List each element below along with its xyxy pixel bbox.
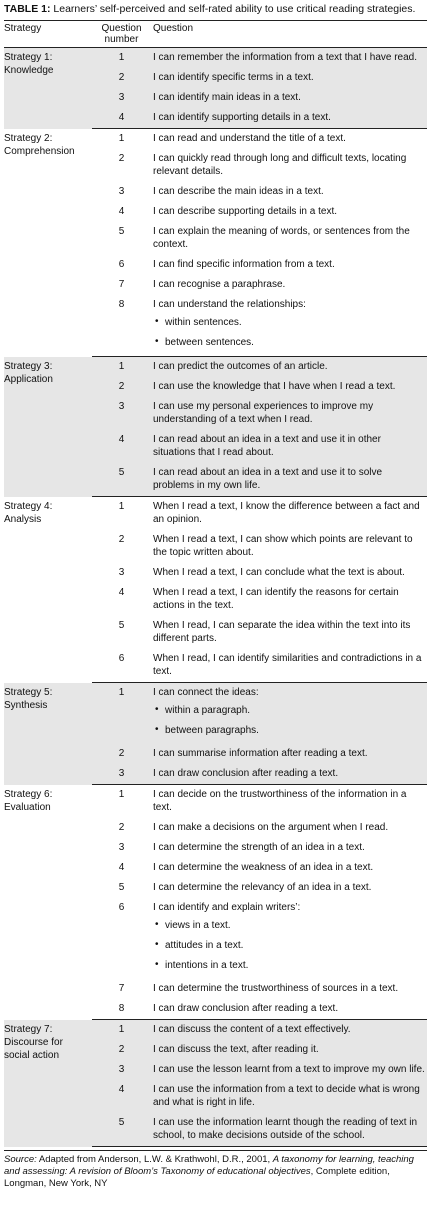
question-text: I can use the lesson learnt from a text to improve my own life.	[153, 1064, 425, 1075]
bullet-list	[153, 312, 425, 352]
question-number-cell: 3	[118, 842, 125, 853]
question-number-cell: 4	[92, 430, 153, 463]
question-number-cell: 2	[118, 153, 125, 164]
question-number-cell: 4	[92, 1080, 153, 1113]
strategy-cell: Strategy 4: Analysis	[4, 500, 53, 525]
strategy-cell: Strategy 7: Discourse for social action	[4, 1020, 92, 1147]
question-number-cell: 5	[118, 882, 125, 893]
question-cell	[153, 88, 427, 108]
question-cell	[153, 1020, 427, 1041]
question-cell	[153, 1113, 427, 1147]
question-number-cell: 2	[92, 377, 153, 397]
bullet-item: • between paragraphs.	[153, 720, 425, 740]
question-text: I can read and understand the title of a text.	[153, 133, 346, 144]
question-cell	[153, 563, 427, 583]
question-text: I can recognise a paraphrase.	[153, 279, 286, 290]
question-text: I can discuss the content of a text effectively.	[153, 1024, 351, 1035]
bullet-item: • attitudes in a text.	[153, 935, 425, 955]
question-text: I can read about an idea in a text and use it in other situations that I read about.	[153, 434, 381, 458]
question-number-cell: 7	[118, 279, 125, 290]
header-row	[4, 21, 427, 48]
question-number-cell: 2	[118, 822, 125, 833]
question-number-cell: 1	[92, 683, 153, 745]
header-question-number: Question number	[92, 21, 153, 48]
question-text: When I read, I can separate the idea within the text into its different parts.	[153, 620, 411, 644]
question-cell	[153, 785, 427, 819]
question-number-cell: 7	[118, 983, 125, 994]
question-number-cell: 6	[118, 259, 125, 270]
table-row	[4, 48, 427, 69]
question-number-cell: 8	[92, 999, 153, 1020]
bullet-item: • within sentences.	[153, 312, 425, 332]
question-cell	[153, 222, 427, 255]
strategy-cell: Strategy 3: Application	[4, 357, 92, 497]
question-cell	[153, 683, 427, 745]
table-row	[4, 683, 427, 745]
strategy-cell: Strategy 2: Comprehension	[4, 132, 75, 157]
question-text: I can use the knowledge that I have when I read a text.	[153, 381, 396, 392]
question-cell	[153, 202, 427, 222]
question-cell	[153, 129, 427, 150]
table-row	[4, 785, 427, 819]
question-text: I can determine the relevancy of an idea in a text.	[153, 882, 372, 893]
question-text: I can understand the relationships:	[153, 299, 306, 310]
question-text: I can predict the outcomes of an article.	[153, 361, 328, 372]
bullet-list	[153, 700, 425, 740]
question-cell	[153, 275, 427, 295]
question-number-cell: 1	[92, 357, 153, 378]
question-number-cell: 3	[118, 186, 125, 197]
question-text: I can draw conclusion after reading a text.	[153, 1003, 339, 1014]
question-cell	[153, 616, 427, 649]
question-text: I can determine the weakness of an idea in a text.	[153, 862, 374, 873]
source-post: , Complete edition, Longman, New York, NY	[4, 1166, 390, 1189]
question-number-cell: 1	[118, 789, 125, 800]
caption-text: Learners’ self-perceived and self-rated ability to use critical reading strategies.	[50, 3, 416, 15]
question-cell	[153, 377, 427, 397]
question-cell	[153, 397, 427, 430]
question-cell	[153, 530, 427, 563]
question-cell	[153, 48, 427, 69]
strategy-cell: Strategy 1: Knowledge	[4, 48, 92, 129]
question-cell	[153, 295, 427, 357]
question-cell	[153, 1040, 427, 1060]
question-number-cell: 6	[118, 902, 125, 913]
question-cell	[153, 898, 427, 979]
table-row	[4, 497, 427, 531]
question-cell	[153, 979, 427, 999]
question-cell	[153, 764, 427, 785]
question-number-cell: 3	[92, 1060, 153, 1080]
strategy-cell: Strategy 6: Evaluation	[4, 788, 53, 813]
question-number-cell: 5	[92, 1113, 153, 1147]
question-text: I can connect the ideas:	[153, 687, 259, 698]
question-cell	[153, 878, 427, 898]
question-text: I can read about an idea in a text and use it to solve problems in my own life.	[153, 467, 383, 491]
caption-label: TABLE 1:	[4, 3, 51, 15]
question-text: I can determine the trustworthiness of sources in a text.	[153, 983, 399, 994]
bullet-item: • views in a text.	[153, 915, 425, 935]
bullet-item: • intentions in a text.	[153, 955, 425, 975]
question-cell	[153, 430, 427, 463]
question-number-cell: 5	[92, 463, 153, 497]
question-text: I can identify and explain writers’:	[153, 902, 301, 913]
question-number-cell: 5	[118, 620, 125, 631]
question-number-cell: 3	[92, 88, 153, 108]
question-number-cell: 3	[92, 764, 153, 785]
question-number-cell: 1	[92, 48, 153, 69]
question-cell	[153, 1080, 427, 1113]
question-cell	[153, 68, 427, 88]
question-text: I can decide on the trustworthiness of the information in a text.	[153, 789, 407, 813]
source-label: Source:	[4, 1154, 37, 1165]
question-cell	[153, 818, 427, 838]
question-text: I can describe supporting details in a text.	[153, 206, 337, 217]
question-cell	[153, 583, 427, 616]
table-row	[4, 357, 427, 378]
question-text: I can identify main ideas in a text.	[153, 92, 301, 103]
table-body	[4, 48, 427, 1147]
question-text: I can remember the information from a text that I have read.	[153, 52, 418, 63]
header-question: Question	[153, 21, 427, 48]
table-caption	[4, 3, 427, 16]
question-cell	[153, 463, 427, 497]
question-cell	[153, 497, 427, 531]
question-cell	[153, 858, 427, 878]
strategy-cell: Strategy 5: Synthesis	[4, 683, 92, 785]
question-number-cell: 2	[92, 1040, 153, 1060]
question-text: I can discuss the text, after reading it.	[153, 1044, 319, 1055]
question-number-cell: 6	[92, 649, 153, 683]
question-cell	[153, 649, 427, 683]
question-number-cell: 4	[92, 108, 153, 129]
question-cell	[153, 149, 427, 182]
table-row	[4, 1020, 427, 1041]
question-text: I can explain the meaning of words, or sentences from the context.	[153, 226, 410, 250]
question-number-cell: 1	[118, 133, 125, 144]
question-number-cell: 2	[118, 534, 125, 545]
question-number-cell: 3	[92, 397, 153, 430]
question-cell	[153, 357, 427, 378]
question-text: When I read, I can identify similarities and contradictions in a text.	[153, 653, 422, 677]
question-number-cell: 4	[118, 862, 125, 873]
question-text: When I read a text, I know the difference between a fact and an opinion.	[153, 501, 420, 525]
table-source-note	[4, 1150, 427, 1190]
question-text: I can find specific information from a text.	[153, 259, 335, 270]
question-cell	[153, 108, 427, 129]
question-number-cell: 8	[92, 295, 153, 357]
question-text: I can summarise information after reading a text.	[153, 748, 368, 759]
question-number-cell: 4	[118, 206, 125, 217]
question-text: I can make a decisions on the argument when I read.	[153, 822, 389, 833]
question-cell	[153, 255, 427, 275]
bullet-list	[153, 915, 425, 975]
question-text: When I read a text, I can conclude what the text is about.	[153, 567, 405, 578]
question-text: I can draw conclusion after reading a text.	[153, 768, 339, 779]
question-cell	[153, 182, 427, 202]
question-text: When I read a text, I can identify the reasons for certain actions in the text.	[153, 587, 399, 611]
question-text: I can use the information from a text to decide what is wrong and what is right in life.	[153, 1084, 420, 1108]
source-title: A taxonomy for learning, teaching and assessing: A revision of Bloom’s Taxonomy of educational objectives	[4, 1154, 414, 1177]
question-number-cell: 4	[118, 587, 125, 598]
bullet-item: • within a paragraph.	[153, 700, 425, 720]
question-text: I can describe the main ideas in a text.	[153, 186, 324, 197]
question-text: I can identify specific terms in a text.	[153, 72, 314, 83]
question-text: I can determine the strength of an idea in a text.	[153, 842, 365, 853]
source-pre: Adapted from Anderson, L.W. & Krathwohl, D.R., 2001,	[36, 1154, 273, 1165]
question-text: I can use my personal experiences to improve my understanding of a text when I read.	[153, 401, 374, 425]
question-cell	[153, 1060, 427, 1080]
question-text: I can quickly read through long and difficult texts, locating relevant details.	[153, 153, 407, 177]
question-text: I can use the information learnt though the reading of text in school, to make decisions outside of the school.	[153, 1117, 418, 1141]
question-text: When I read a text, I can show which points are relevant to the topic written about.	[153, 534, 413, 558]
question-number-cell: 3	[118, 567, 125, 578]
question-number-cell: 2	[92, 744, 153, 764]
question-cell	[153, 999, 427, 1020]
header-strategy: Strategy	[4, 21, 92, 48]
table-row	[4, 129, 427, 150]
question-number-cell: 2	[92, 68, 153, 88]
strategies-table	[4, 20, 427, 1147]
bullet-item: • between sentences.	[153, 332, 425, 352]
question-number-cell: 1	[92, 1020, 153, 1041]
question-number-cell: 1	[118, 501, 125, 512]
question-cell	[153, 744, 427, 764]
question-text: I can identify supporting details in a text.	[153, 112, 331, 123]
question-cell	[153, 838, 427, 858]
question-number-cell: 5	[118, 226, 125, 237]
